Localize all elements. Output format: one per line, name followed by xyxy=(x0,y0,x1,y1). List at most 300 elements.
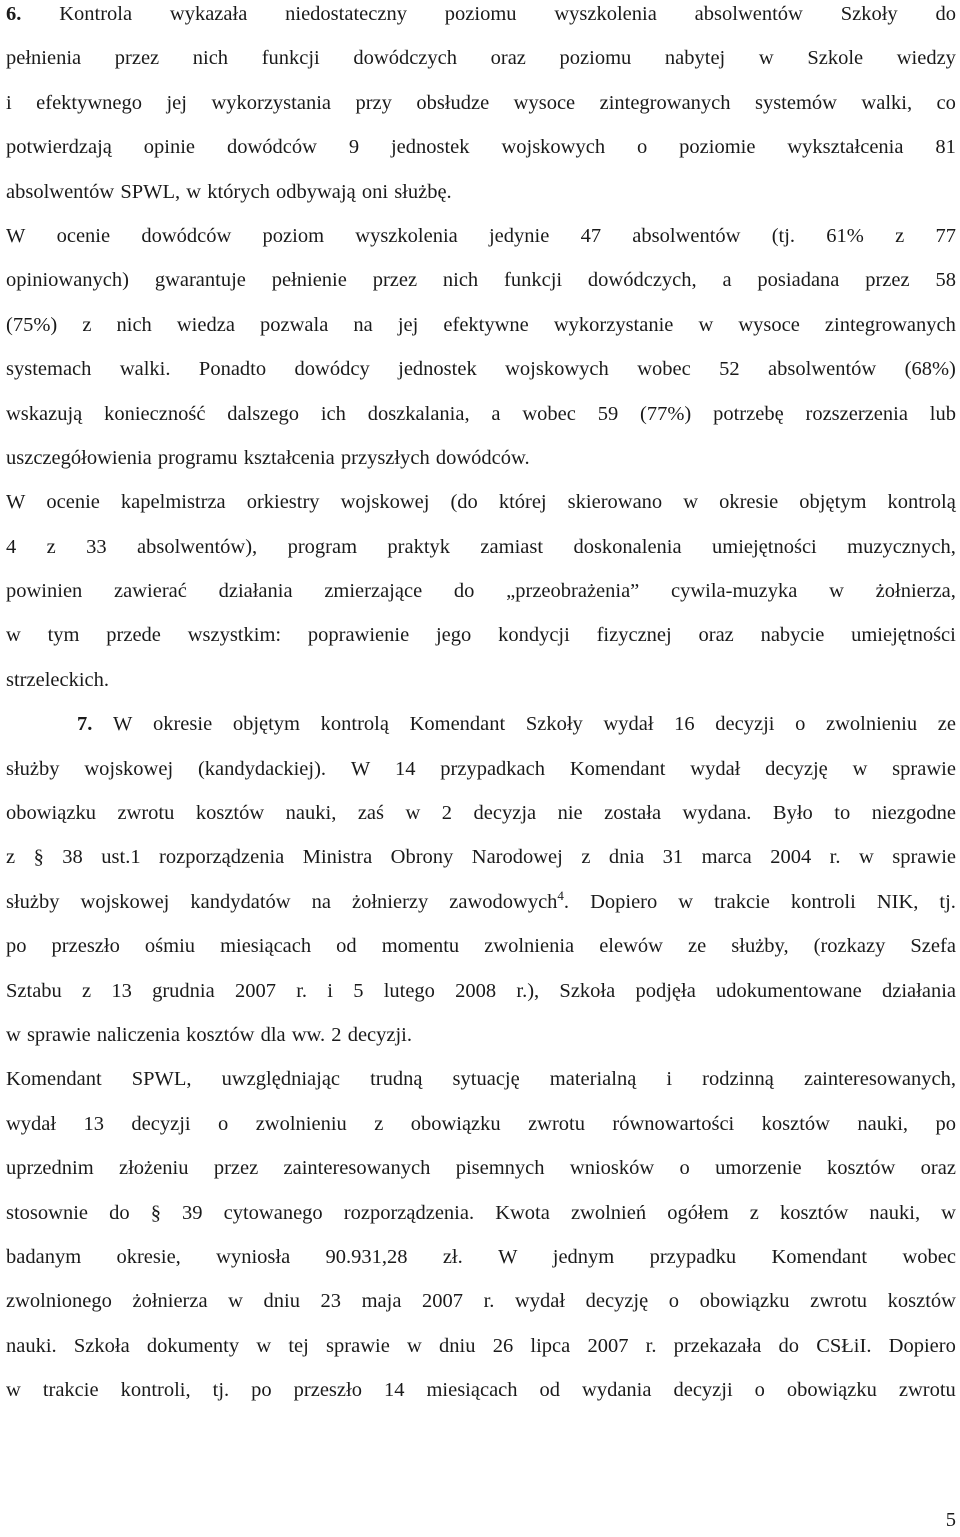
word: odbywają xyxy=(276,180,356,203)
word: rozporządzenia. xyxy=(343,1201,475,1224)
word: do xyxy=(778,1334,799,1357)
word: zwolnieniu xyxy=(826,713,918,736)
word: r. xyxy=(483,1290,495,1313)
word: rozszerzenia xyxy=(805,402,908,425)
word: jej xyxy=(397,313,419,336)
word: Było xyxy=(772,802,813,825)
word: dowódczych xyxy=(353,47,457,70)
word: zwolnienia xyxy=(484,935,575,958)
word: uprzednim xyxy=(6,1157,94,1180)
word: kosztów xyxy=(779,1201,849,1224)
word: kosztów xyxy=(761,1112,830,1135)
word: 4 xyxy=(6,535,17,558)
word: absolwentów xyxy=(694,3,803,25)
word: (kandydackiej). xyxy=(197,757,327,780)
word: W xyxy=(498,1245,518,1268)
word: 13 xyxy=(83,1112,105,1135)
word: decyzji xyxy=(673,1379,733,1402)
text-line xyxy=(6,1146,956,1190)
word: obowiązku xyxy=(786,1379,877,1402)
word: z xyxy=(46,535,56,558)
word: żołnierzy xyxy=(351,890,429,913)
word: NIK, xyxy=(876,890,919,913)
word: zwolnionego xyxy=(6,1290,112,1313)
word: 81 xyxy=(935,136,956,159)
word: umiejętności xyxy=(712,535,817,558)
word: sprawie xyxy=(26,1023,91,1046)
word: w xyxy=(256,1334,272,1357)
word: i xyxy=(666,1068,673,1091)
word: zwolnień xyxy=(570,1201,647,1224)
text-line xyxy=(6,347,956,391)
word: w xyxy=(6,1379,21,1402)
text-line xyxy=(6,214,956,258)
word: do xyxy=(453,580,475,603)
word: jednostek xyxy=(398,358,477,381)
word: z xyxy=(82,313,92,336)
word: przede xyxy=(106,624,161,647)
word: to xyxy=(834,802,851,825)
word: o xyxy=(668,1290,680,1313)
word: r. xyxy=(296,979,308,1002)
word: przekazała xyxy=(673,1334,762,1357)
word: obowiązku xyxy=(6,802,96,825)
word: Szkoła xyxy=(73,1334,130,1357)
text-line xyxy=(6,880,956,924)
word: sprawie xyxy=(892,846,956,869)
word: Szkoły xyxy=(525,713,583,736)
word: wiedzy xyxy=(896,47,956,70)
text-line xyxy=(6,613,956,657)
text-line xyxy=(6,835,956,879)
word: absolwentów xyxy=(632,224,741,247)
word: rozporządzenia xyxy=(159,846,285,869)
word: elewów xyxy=(599,935,663,958)
word: ze xyxy=(937,713,956,736)
word: nabytej xyxy=(664,47,726,70)
word: systemach xyxy=(6,358,92,381)
word: absolwentów xyxy=(6,180,115,203)
word: tj. xyxy=(212,1379,230,1402)
word: systemów xyxy=(754,91,837,114)
word: wykorzystanie xyxy=(553,313,674,336)
word: opinie xyxy=(143,136,196,159)
word: kosztów xyxy=(887,1290,956,1313)
word: na xyxy=(353,313,373,336)
word: 13 xyxy=(111,979,132,1002)
word: Narodowej xyxy=(471,846,563,869)
word: 2 xyxy=(441,802,453,825)
word: przeszło xyxy=(51,935,120,958)
word: nich xyxy=(442,269,479,292)
word: umiejętności xyxy=(851,624,956,647)
word: 90.931,28 xyxy=(325,1245,408,1268)
word: do xyxy=(935,3,956,25)
word: i xyxy=(6,91,12,114)
word: pozwala xyxy=(260,313,329,336)
word: sprawie xyxy=(892,757,956,780)
word: tej xyxy=(288,1334,309,1357)
word: (75%) xyxy=(6,313,58,336)
word: Szkoły xyxy=(840,3,898,25)
word: w xyxy=(941,1201,956,1224)
word: dowódców. xyxy=(435,446,530,469)
word: lipca xyxy=(530,1334,571,1357)
word: żołnierza, xyxy=(875,580,956,603)
word: cytowanego xyxy=(223,1201,323,1224)
text-line xyxy=(6,0,956,36)
word: przyszłych xyxy=(340,446,430,469)
word: jedynie xyxy=(488,224,550,247)
word: 2004 xyxy=(770,846,812,869)
word: strzeleckich. xyxy=(6,668,110,691)
word: wyszkolenia xyxy=(554,3,657,25)
word: Szkole xyxy=(807,47,864,70)
word: 14 xyxy=(383,1379,405,1402)
word: z xyxy=(749,1201,759,1224)
word: 58 xyxy=(935,269,956,292)
word: w xyxy=(678,890,694,913)
word: dnia xyxy=(608,846,645,869)
word: służby xyxy=(6,890,60,913)
word: pełnienia xyxy=(6,47,82,70)
word: a xyxy=(491,402,501,425)
text-line xyxy=(6,791,956,835)
text-line xyxy=(6,969,956,1013)
word: od xyxy=(539,1379,561,1402)
word: trakcie xyxy=(714,890,770,913)
word: zwrotu xyxy=(117,802,175,825)
word: ich xyxy=(320,402,346,425)
word: wysoce xyxy=(738,313,800,336)
word: ust.1 xyxy=(101,846,141,869)
word: 52 xyxy=(719,358,740,381)
word: powinien xyxy=(6,580,83,603)
word: nich xyxy=(116,313,152,336)
word: poziom xyxy=(262,224,325,247)
word: badanym xyxy=(6,1245,82,1268)
word: ocenie xyxy=(56,224,111,247)
page-number: 5 xyxy=(945,1509,956,1531)
word: zwrotu xyxy=(898,1379,956,1402)
word: obowiązku xyxy=(410,1112,501,1135)
word: momentu xyxy=(381,935,460,958)
text-line xyxy=(6,924,956,968)
word: efektywnego xyxy=(36,91,143,114)
word: w xyxy=(858,846,874,869)
word: od xyxy=(336,935,357,958)
word: działania xyxy=(882,979,956,1002)
word: absolwentów), xyxy=(137,535,258,558)
word: dowódców xyxy=(141,224,232,247)
word: objętym xyxy=(799,491,867,514)
word: umorzenie xyxy=(715,1157,802,1180)
word: równowartości xyxy=(612,1112,735,1135)
word: wyszkolenia xyxy=(355,224,458,247)
word: rodzinną xyxy=(702,1068,774,1091)
text-line xyxy=(6,170,956,214)
word: tym xyxy=(47,624,80,647)
word: jego xyxy=(435,624,472,647)
word: o xyxy=(754,1379,765,1402)
text-line xyxy=(6,1235,956,1279)
word: walki, xyxy=(861,91,913,114)
word: 39 xyxy=(182,1201,203,1224)
word: wydał xyxy=(690,757,741,780)
word: jednym xyxy=(552,1245,615,1268)
word: efektywne xyxy=(443,313,529,336)
word: w xyxy=(829,580,844,603)
word: nauki. xyxy=(6,1334,57,1357)
word: o xyxy=(795,713,806,736)
word: programu xyxy=(157,446,238,469)
word: nich xyxy=(192,47,229,70)
word: oraz xyxy=(490,47,526,70)
word: podjęła xyxy=(635,979,696,1002)
word: program xyxy=(287,535,358,558)
word: wniosków xyxy=(569,1157,655,1180)
word: z xyxy=(6,846,16,869)
word: Komendant xyxy=(409,713,506,736)
word: na xyxy=(311,890,331,913)
text-line xyxy=(6,525,956,569)
word: decyzję xyxy=(585,1290,649,1313)
word: ogółem xyxy=(667,1201,729,1224)
word: kontroli xyxy=(790,890,856,913)
text-line xyxy=(6,1057,956,1101)
word: maja xyxy=(361,1290,402,1313)
word: po xyxy=(251,1379,272,1402)
word: kapelmistrza xyxy=(120,491,226,514)
word: nie xyxy=(557,802,583,825)
word: dniu xyxy=(263,1290,300,1313)
word: Szkoła xyxy=(559,979,616,1002)
word: funkcji xyxy=(261,47,320,70)
word: dowódcy xyxy=(294,358,370,381)
word: została xyxy=(604,802,662,825)
word: w xyxy=(186,180,202,203)
word: wydana. xyxy=(682,802,752,825)
word: miesiącach xyxy=(220,935,312,958)
word: uszczegółowienia xyxy=(6,446,152,469)
word: 47 xyxy=(580,224,602,247)
word: SPWL, xyxy=(120,180,181,203)
word: sytuację xyxy=(452,1068,520,1091)
word: Ponadto xyxy=(198,358,267,381)
word: Dopiero xyxy=(590,890,658,913)
word: 31 xyxy=(662,846,684,869)
word: w xyxy=(698,313,714,336)
text-line xyxy=(6,125,956,169)
text-line xyxy=(6,480,956,524)
word: grudnia xyxy=(152,979,215,1002)
text-line xyxy=(6,1191,956,1235)
word: w xyxy=(852,757,868,780)
word: w xyxy=(683,491,699,514)
word: lub xyxy=(929,402,956,425)
word: 23 xyxy=(320,1290,342,1313)
word: 33 xyxy=(86,535,107,558)
word: żołnierza xyxy=(132,1290,208,1313)
word: wojskowych xyxy=(505,358,609,381)
word: § xyxy=(33,846,44,869)
word: nabycie xyxy=(760,624,825,647)
word: okresie xyxy=(152,713,213,736)
word: niedostateczny xyxy=(285,3,407,25)
word: Komendant xyxy=(569,757,666,780)
word: zintegrowanych xyxy=(824,313,956,336)
word: 26 xyxy=(492,1334,514,1357)
word: 2 xyxy=(331,1023,342,1046)
text-line xyxy=(6,569,956,613)
word: służby xyxy=(6,757,60,780)
text-line xyxy=(6,658,956,702)
word: z xyxy=(374,1112,384,1135)
word: w xyxy=(758,47,774,70)
word: W xyxy=(6,224,26,247)
word: nauki, xyxy=(869,1201,921,1224)
word: posiadana xyxy=(757,269,840,292)
word: r.), xyxy=(516,979,540,1002)
word: 9 xyxy=(348,136,360,159)
word: tj. xyxy=(939,890,956,913)
word: wobec xyxy=(637,358,691,381)
word: 2008 xyxy=(455,979,497,1002)
text-line xyxy=(6,1279,956,1323)
text-line xyxy=(6,1324,956,1368)
word: materialną xyxy=(549,1068,637,1091)
word: lutego xyxy=(383,979,435,1002)
word: 2007 xyxy=(234,979,276,1002)
word: służbę. xyxy=(394,180,452,203)
word: absolwentów xyxy=(768,358,877,381)
word: przez xyxy=(865,269,910,292)
word: nauki, xyxy=(857,1112,909,1135)
word: wiedza xyxy=(176,313,235,336)
word: których xyxy=(207,180,270,203)
word: objętym xyxy=(232,713,300,736)
word: kosztów xyxy=(195,802,265,825)
word: sprawie xyxy=(326,1334,390,1357)
word: obowiązku xyxy=(699,1290,790,1313)
word: 77 xyxy=(935,224,956,247)
word: funkcji xyxy=(504,269,563,292)
word: zwrotu xyxy=(528,1112,585,1135)
footnote-reference: 4 xyxy=(557,887,564,903)
word: okresie xyxy=(719,491,779,514)
word: przez xyxy=(213,1157,259,1180)
word: nauki, xyxy=(285,802,337,825)
word: 5 xyxy=(353,979,364,1002)
word: wykorzystania xyxy=(211,91,331,114)
word: „przeobrażenia” xyxy=(506,580,640,603)
word: naliczenia xyxy=(96,1023,180,1046)
word: działania xyxy=(218,580,293,603)
text-line xyxy=(6,258,956,302)
word: skierowano xyxy=(567,491,663,514)
word: uwzględniając xyxy=(221,1068,341,1091)
word: ocenie xyxy=(46,491,100,514)
word: ww. xyxy=(291,1023,326,1046)
word: ze xyxy=(688,935,707,958)
word: 38 xyxy=(62,846,83,869)
word: zainteresowanych, xyxy=(803,1068,956,1091)
text-line xyxy=(6,81,956,125)
word: dla xyxy=(260,1023,286,1046)
word: wojskowych xyxy=(501,136,606,159)
word: pełnienie xyxy=(271,269,347,292)
word: w xyxy=(405,802,421,825)
word: W xyxy=(6,491,26,514)
word: dniu xyxy=(439,1334,476,1357)
word: przypadku xyxy=(649,1245,737,1268)
word: (tj. xyxy=(771,224,796,247)
word: poziomie xyxy=(679,136,756,159)
word: 2007 xyxy=(587,1334,629,1357)
word: wydał xyxy=(6,1112,57,1135)
word: walki. xyxy=(119,358,171,381)
word: kosztów xyxy=(826,1157,896,1180)
text-line xyxy=(6,303,956,347)
word: kształcenia xyxy=(243,446,335,469)
word: dokumenty xyxy=(146,1334,240,1357)
text-line xyxy=(6,747,956,791)
word: r. xyxy=(645,1334,657,1357)
word: po xyxy=(6,935,27,958)
word: zł. xyxy=(442,1245,463,1268)
word: o xyxy=(218,1112,229,1135)
word: (77%) xyxy=(640,402,692,425)
word: potrzebę xyxy=(713,402,784,425)
text-line xyxy=(6,1013,956,1057)
word: Kwota xyxy=(495,1201,550,1224)
text-line xyxy=(6,436,956,480)
word: doskonalenia xyxy=(573,535,682,558)
word: 16 xyxy=(674,713,695,736)
text-line xyxy=(6,702,956,746)
word: wskazują xyxy=(6,402,83,425)
word: doszkalania, xyxy=(367,402,470,425)
word: muzycznych, xyxy=(847,535,956,558)
word: kontrolą xyxy=(320,713,389,736)
word: wykazała xyxy=(169,3,248,25)
word: poprawienie xyxy=(307,624,410,647)
word: z xyxy=(895,224,905,247)
word: wykształcenia xyxy=(787,136,904,159)
word: złożeniu xyxy=(119,1157,189,1180)
word: decyzji xyxy=(715,713,775,736)
word: marca xyxy=(701,846,752,869)
text-line xyxy=(6,392,956,436)
word: r. xyxy=(829,846,841,869)
word: w xyxy=(228,1290,243,1313)
word: Dopiero xyxy=(888,1334,956,1357)
word: W xyxy=(113,713,133,736)
word: Komendant xyxy=(771,1245,868,1268)
word: oni xyxy=(361,180,389,203)
word: kontroli, xyxy=(120,1379,191,1402)
word: jednostek xyxy=(390,136,470,159)
word: o xyxy=(637,136,648,159)
word: decyzję xyxy=(765,757,828,780)
word: opiniowanych) xyxy=(6,269,129,292)
word: dalszego xyxy=(227,402,299,425)
word: obsłudze xyxy=(416,91,490,114)
punctuation: . xyxy=(563,890,570,913)
word: 2007 xyxy=(422,1290,464,1313)
word: niezgodne xyxy=(871,802,956,825)
word: 6. xyxy=(6,3,22,25)
